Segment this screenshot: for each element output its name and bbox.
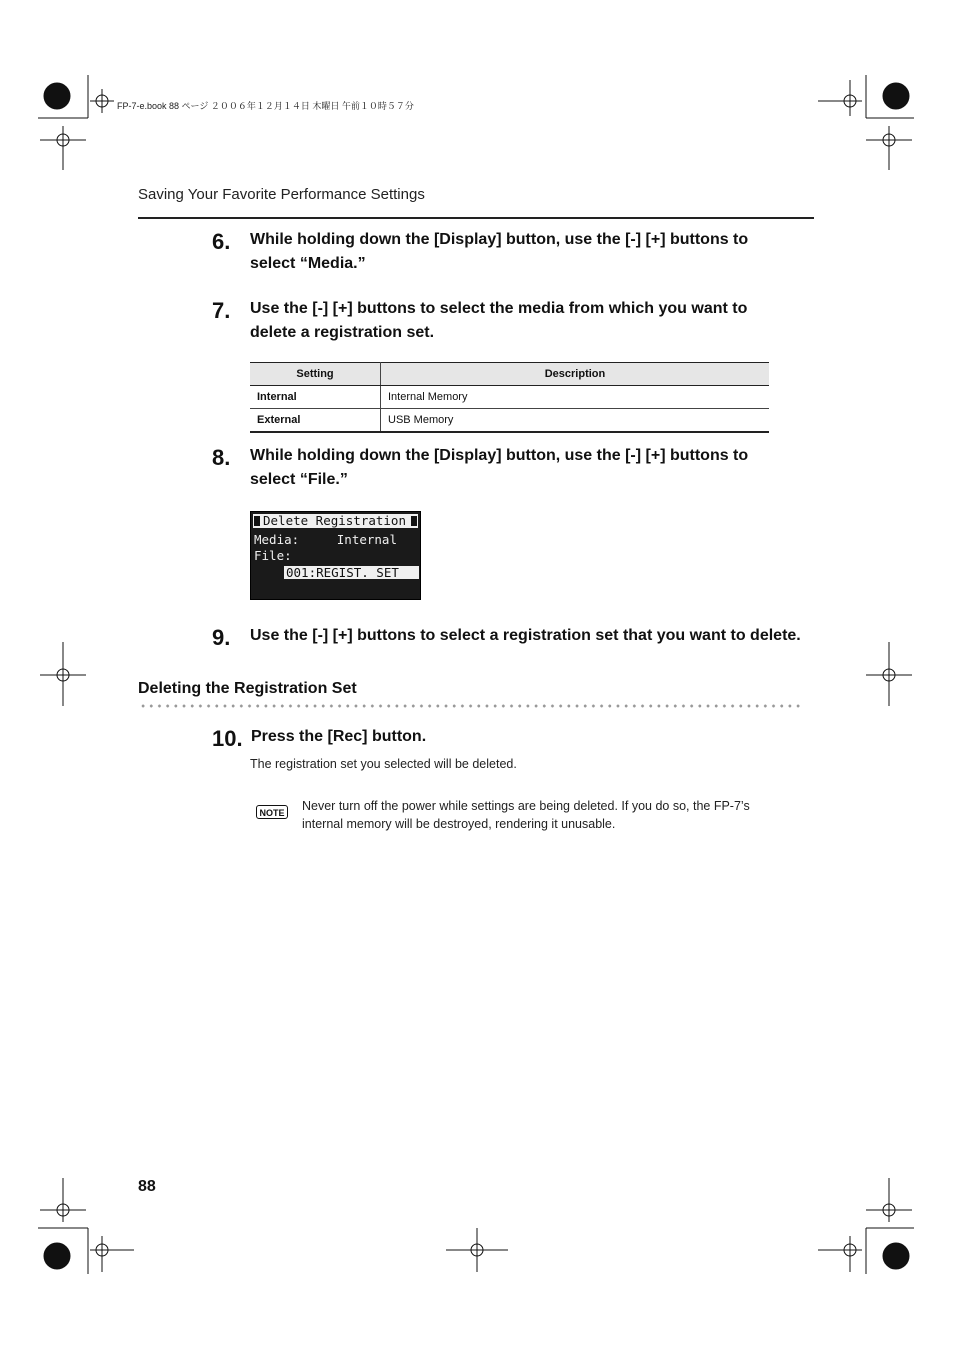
table-cell-setting: Internal	[250, 386, 381, 409]
table-header-setting: Setting	[250, 363, 381, 386]
lcd-media-line: Media: Internal	[254, 532, 397, 547]
table-row	[250, 409, 769, 433]
lcd-left-bracket-icon	[254, 516, 260, 526]
step-6-text: While holding down the [Display] button, use the [-] [+] buttons to select “Media.”	[250, 231, 749, 272]
section-title: Deleting the Registration Set	[138, 680, 357, 697]
step-9-text: Use the [-] [+] buttons to select a registration set that you want to delete.	[250, 627, 801, 644]
lcd-title-bar	[253, 514, 418, 528]
page-number: 88	[138, 1178, 156, 1195]
page-header: Saving Your Favorite Performance Settings	[138, 186, 425, 203]
step-6-number: 6.	[212, 229, 231, 254]
section-dotted-divider	[139, 704, 804, 708]
step-10-number: 10.	[212, 726, 243, 751]
step-10-text: Press the [Rec] button.	[251, 728, 427, 745]
note-line-1: Never turn off the power while settings are being deleted. If you do so, the FP-7’s	[302, 799, 750, 813]
step-7-number: 7.	[212, 298, 231, 323]
step-8-number: 8.	[212, 445, 231, 470]
lcd-file-line: File:	[254, 548, 292, 563]
lcd-right-bracket-icon	[411, 516, 417, 526]
step-8-text: While holding down the [Display] button, use the [-] [+] buttons to select “File.”	[250, 447, 749, 488]
result-text: The registration set you selected will be deleted.	[250, 757, 517, 771]
table-cell-description: USB Memory	[381, 409, 770, 433]
step-9-number: 9.	[212, 625, 231, 650]
table-header-description: Description	[381, 363, 770, 386]
table-cell-description: Internal Memory	[381, 386, 770, 409]
table-row	[250, 386, 769, 409]
header-divider	[138, 217, 814, 219]
lcd-selected-file: 001:REGIST. SET	[284, 566, 419, 579]
step-7-text: Use the [-] [+] buttons to select the media from which you want to delete a registration set.	[250, 300, 748, 341]
note-line-2: internal memory will be destroyed, rendering it unusable.	[302, 817, 616, 831]
table-header-row	[250, 363, 769, 386]
media-settings-table	[250, 362, 769, 433]
file-info: FP-7-e.book 88 ページ ２００６年１２月１４日 木曜日 午前１０時５７分	[117, 101, 414, 111]
lcd-title: Delete Registration	[263, 513, 406, 528]
note-badge: NOTE	[256, 805, 288, 819]
lcd-display	[250, 511, 421, 600]
table-cell-setting: External	[250, 409, 381, 433]
